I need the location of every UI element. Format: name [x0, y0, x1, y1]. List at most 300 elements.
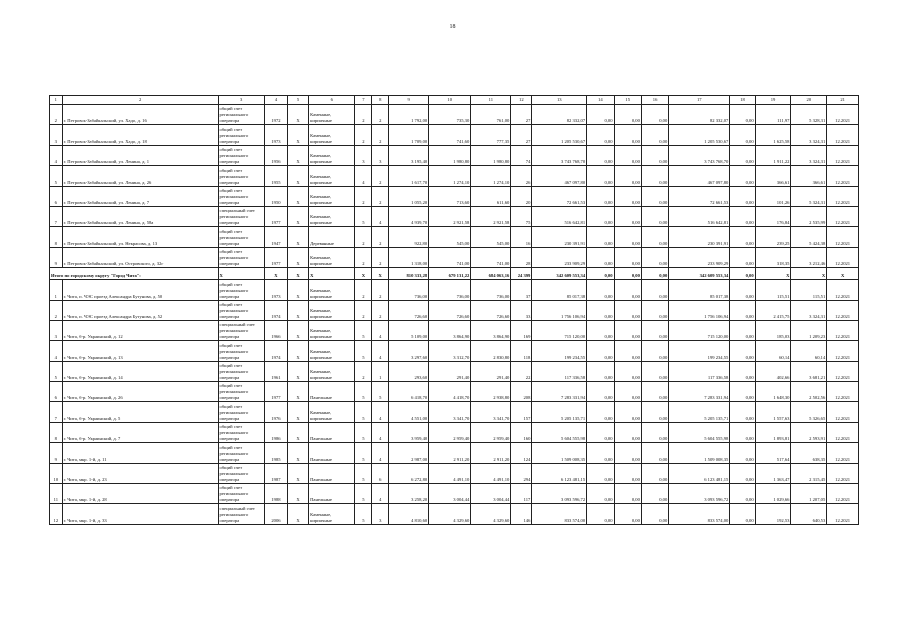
table-cell: 6 123 481,15: [669, 463, 730, 483]
table-cell: 0,00: [730, 341, 755, 361]
table-cell: Х: [288, 484, 309, 504]
table-cell: 1 980,80: [471, 145, 511, 165]
column-number-header: 1: [50, 96, 63, 105]
table-row: [50, 145, 859, 165]
table-cell: 0,00: [730, 268, 755, 280]
table-cell: г. Чита, б-р. Украинский, д. 12: [62, 320, 218, 340]
table-cell: 12.2021: [827, 361, 859, 381]
table-cell: 82 332,07: [532, 105, 587, 125]
table-cell: 761,00: [471, 105, 511, 125]
table-cell: г. Петровск-Забайкальский, ул. Ленина, д. 26: [62, 166, 218, 186]
table-cell: 5 328,31: [791, 105, 827, 125]
table-cell: 12.2021: [827, 166, 859, 186]
table-cell: Каменные, кирпичные: [309, 361, 355, 381]
table-cell: 0,00: [641, 300, 668, 320]
column-number-header: 13: [532, 96, 587, 105]
table-cell: 0,00: [641, 320, 668, 340]
table-cell: 1985: [264, 443, 287, 463]
table-cell: 5 205 135,71: [669, 402, 730, 422]
table-cell: 0,00: [641, 484, 668, 504]
table-cell: 3 324,31: [791, 300, 827, 320]
page-number: 18: [449, 24, 456, 30]
table-cell: Х: [288, 402, 309, 422]
column-number-header: 17: [669, 96, 730, 105]
column-number-header: 12: [511, 96, 532, 105]
table-cell: 1977: [264, 382, 287, 402]
table-cell: 2: [372, 105, 389, 125]
table-cell: 2 911,20: [429, 443, 471, 463]
table-cell: 0,00: [614, 341, 641, 361]
table-cell: г. Чита, б-р. Украинский, д. 7: [62, 422, 218, 442]
table-cell: 1 911,22: [755, 145, 791, 165]
table-cell: 0,00: [587, 125, 614, 145]
table-cell: 7: [50, 402, 63, 422]
table-row: [50, 382, 859, 402]
table-cell: Каменные, кирпичные: [309, 166, 355, 186]
table-cell: Х: [791, 268, 827, 280]
table-cell: 1 209,23: [791, 320, 827, 340]
table-cell: 0,00: [614, 300, 641, 320]
table-cell: 12.2021: [827, 300, 859, 320]
table-cell: 1 509 008,35: [669, 443, 730, 463]
table-cell: 208: [511, 382, 532, 402]
table-row: [50, 504, 859, 524]
table-cell: 1973: [264, 280, 287, 300]
table-cell: 0,00: [614, 402, 641, 422]
table-cell: 0,00: [614, 382, 641, 402]
column-number-header: 2: [62, 96, 218, 105]
table-cell: Х: [755, 268, 791, 280]
table-cell: общий счет регионального оператора: [218, 166, 264, 186]
table-cell: 5: [50, 361, 63, 381]
table-cell: Панельные: [309, 382, 355, 402]
table-cell: 715 120,00: [532, 320, 587, 340]
table-cell: 0,00: [587, 361, 614, 381]
table-cell: г. Петровск-Забайкальский, ул. Некрасова, д. 13: [62, 227, 218, 247]
table-row: [50, 186, 859, 206]
table-cell: 679 131,22: [429, 268, 471, 280]
column-number-header: 20: [791, 96, 827, 105]
table-cell: 176,84: [755, 206, 791, 226]
table-cell: 2006: [264, 504, 287, 524]
table-cell: Х: [288, 280, 309, 300]
table-cell: 0,00: [587, 206, 614, 226]
table-cell: 230 391,91: [669, 227, 730, 247]
table-cell: Х: [288, 206, 309, 226]
table-cell: 0,00: [614, 280, 641, 300]
table-cell: 4: [372, 422, 389, 442]
table-cell: 0,00: [614, 443, 641, 463]
table-cell: 318,35: [755, 247, 791, 267]
table-cell: 545,00: [471, 227, 511, 247]
table-cell: 0,00: [614, 484, 641, 504]
table-row: [50, 300, 859, 320]
table-cell: 6: [372, 463, 389, 483]
table-row: [50, 341, 859, 361]
table-cell: 0,00: [730, 402, 755, 422]
table-cell: 101,26: [755, 186, 791, 206]
table-cell: 8: [50, 227, 63, 247]
column-number-header: 16: [641, 96, 668, 105]
column-number-header: 7: [355, 96, 372, 105]
total-label: Итого по городскому округу "Город Чита":: [50, 268, 219, 280]
table-cell: 2: [372, 300, 389, 320]
table-cell: 611,60: [471, 186, 511, 206]
table-cell: 28: [511, 247, 532, 267]
table-cell: 0,00: [730, 443, 755, 463]
table-cell: Деревянные: [309, 227, 355, 247]
table-cell: Х: [218, 268, 264, 280]
table-cell: 4: [50, 145, 63, 165]
table-cell: 1 205 530,67: [532, 125, 587, 145]
table-cell: 2: [372, 280, 389, 300]
table-cell: 1947: [264, 227, 287, 247]
table-cell: 0,00: [641, 382, 668, 402]
table-cell: 2 921,58: [429, 206, 471, 226]
table-cell: 0,00: [614, 504, 641, 524]
table-row: [50, 422, 859, 442]
table-cell: 293,60: [389, 361, 429, 381]
table-cell: 1987: [264, 463, 287, 483]
table-cell: 0,00: [614, 227, 641, 247]
table-cell: 2 830,80: [471, 341, 511, 361]
table-cell: 16: [511, 227, 532, 247]
column-number-header: 15: [614, 96, 641, 105]
table-cell: 12.2021: [827, 484, 859, 504]
table-cell: 1 274,10: [429, 166, 471, 186]
table-cell: общий счет регионального оператора: [218, 402, 264, 422]
table-cell: 2: [355, 105, 372, 125]
table-cell: 736,00: [471, 280, 511, 300]
table-cell: 1966: [264, 320, 287, 340]
table-cell: 33: [511, 300, 532, 320]
table-cell: 4: [372, 206, 389, 226]
table-cell: общий счет регионального оператора: [218, 422, 264, 442]
table-cell: 715 120,00: [669, 320, 730, 340]
table-cell: 5 604 555,98: [669, 422, 730, 442]
column-number-header: 11: [471, 96, 511, 105]
table-cell: 3: [372, 145, 389, 165]
table-row: [50, 166, 859, 186]
table-row: [50, 247, 859, 267]
table-cell: 1: [50, 280, 63, 300]
table-cell: 1986: [264, 422, 287, 442]
table-cell: 0,00: [587, 227, 614, 247]
table-cell: Х: [288, 145, 309, 165]
table-cell: 3 743 768,70: [532, 145, 587, 165]
table-cell: общий счет регионального оператора: [218, 280, 264, 300]
table-cell: 741,00: [471, 247, 511, 267]
table-cell: 0,00: [730, 206, 755, 226]
table-cell: 0,00: [641, 361, 668, 381]
column-number-header: 21: [827, 96, 859, 105]
table-cell: 833 574,00: [669, 504, 730, 524]
table-cell: 5: [355, 463, 372, 483]
table-cell: Х: [355, 268, 372, 280]
table-cell: 0,00: [614, 320, 641, 340]
table-cell: г. Петровск-Забайкальский, ул. Островского, д. 32г: [62, 247, 218, 267]
table-cell: 0,00: [641, 247, 668, 267]
table-cell: 12.2021: [827, 341, 859, 361]
table-cell: общий счет регионального оператора: [218, 105, 264, 125]
column-number-header: 18: [730, 96, 755, 105]
table-cell: 6 272,80: [389, 463, 429, 483]
table-cell: 230 391,91: [532, 227, 587, 247]
table-cell: Каменные, кирпичные: [309, 105, 355, 125]
table-cell: 1972: [264, 105, 287, 125]
table-cell: 12.2021: [827, 463, 859, 483]
table-cell: 684 063,16: [471, 268, 511, 280]
table-cell: 1 792,00: [389, 105, 429, 125]
table-cell: 0,00: [641, 402, 668, 422]
table-cell: 85 017,38: [532, 280, 587, 300]
table-cell: 2 415,75: [755, 300, 791, 320]
table-cell: 111,97: [755, 105, 791, 125]
table-cell: 82 332,07: [669, 105, 730, 125]
table-cell: 833 574,00: [532, 504, 587, 524]
table-cell: 291,40: [471, 361, 511, 381]
table-cell: 517,64: [755, 443, 791, 463]
table-cell: 0,00: [730, 361, 755, 381]
table-cell: 0,00: [641, 206, 668, 226]
table-cell: 2: [355, 361, 372, 381]
table-cell: 0,00: [587, 382, 614, 402]
table-cell: 12.2021: [827, 247, 859, 267]
table-cell: 726,60: [389, 300, 429, 320]
table-cell: 12.2021: [827, 227, 859, 247]
table-cell: 199 234,55: [669, 341, 730, 361]
table-cell: Х: [288, 361, 309, 381]
table-cell: 12.2021: [827, 125, 859, 145]
table-cell: 0,00: [730, 166, 755, 186]
table-cell: 0,00: [641, 227, 668, 247]
table-cell: 0,00: [614, 463, 641, 483]
table-cell: 169: [511, 320, 532, 340]
table-cell: 0,00: [641, 166, 668, 186]
table-cell: 726,60: [429, 300, 471, 320]
table-cell: 9: [50, 443, 63, 463]
table-cell: общий счет регионального оператора: [218, 125, 264, 145]
table-cell: 0,00: [641, 125, 668, 145]
table-cell: 0,00: [730, 382, 755, 402]
table-cell: 12.2021: [827, 145, 859, 165]
table-cell: г. Петровск-Забайкальский, ул. Ленина, д. 7: [62, 186, 218, 206]
table-cell: 366,61: [755, 166, 791, 186]
column-number-header: 3: [218, 96, 264, 105]
table-cell: 3 341,70: [471, 402, 511, 422]
table-cell: 0,00: [641, 186, 668, 206]
table-cell: 402,66: [755, 361, 791, 381]
table-cell: 4: [50, 341, 63, 361]
table-cell: 117 336,58: [532, 361, 587, 381]
table-row: [50, 105, 859, 125]
table-cell: 0,00: [587, 463, 614, 483]
table-cell: 12: [50, 504, 63, 524]
table-cell: 192,53: [755, 504, 791, 524]
table-cell: 37: [511, 280, 532, 300]
table-cell: 0,00: [730, 320, 755, 340]
table-cell: 0,00: [641, 422, 668, 442]
table-cell: г. Петровск-Забайкальский, ул. Ленина, д. 58а: [62, 206, 218, 226]
table-cell: Х: [264, 268, 287, 280]
table-cell: Панельные: [309, 484, 355, 504]
table-cell: 0,00: [587, 166, 614, 186]
table-cell: общий счет регионального оператора: [218, 382, 264, 402]
table-cell: общий счет регионального оператора: [218, 300, 264, 320]
table-cell: Х: [288, 320, 309, 340]
column-number-header: 4: [264, 96, 287, 105]
table-cell: 3 312,70: [429, 341, 471, 361]
table-cell: 115,51: [791, 280, 827, 300]
table-cell: 1956: [264, 145, 287, 165]
table-cell: 75: [511, 206, 532, 226]
table-cell: 5: [355, 206, 372, 226]
table-cell: 638,35: [791, 443, 827, 463]
table-cell: 0,00: [614, 186, 641, 206]
table-cell: 233 909,29: [669, 247, 730, 267]
table-cell: 1976: [264, 402, 287, 422]
table-cell: Каменные, кирпичные: [309, 206, 355, 226]
table-cell: 4 491,10: [429, 463, 471, 483]
table-cell: 0,00: [614, 105, 641, 125]
table-cell: 2: [372, 247, 389, 267]
table-cell: 3 341,70: [429, 402, 471, 422]
table-cell: 8: [50, 422, 63, 442]
table-cell: 2: [355, 227, 372, 247]
table-cell: 0,00: [587, 145, 614, 165]
table-cell: 0,00: [730, 463, 755, 483]
table-cell: 0,00: [587, 484, 614, 504]
table-cell: 185,03: [755, 320, 791, 340]
table-cell: Х: [288, 382, 309, 402]
table-cell: специальный счет регионального оператора: [218, 320, 264, 340]
table-cell: г. Петровск-Забайкальский, ул. Хадо, д. 16: [62, 105, 218, 125]
table-cell: 0,00: [614, 206, 641, 226]
table-cell: Панельные: [309, 422, 355, 442]
table-cell: 1 029,66: [755, 484, 791, 504]
table-cell: 5: [355, 504, 372, 524]
table-cell: 5: [355, 484, 372, 504]
table-cell: 0,00: [614, 145, 641, 165]
table-cell: 1 207,05: [791, 484, 827, 504]
table-cell: общий счет регионального оператора: [218, 247, 264, 267]
table-cell: 2 502,56: [791, 382, 827, 402]
table-cell: 0,00: [587, 422, 614, 442]
table-cell: 3: [50, 125, 63, 145]
table-cell: 0,00: [641, 268, 668, 280]
table-cell: 146: [511, 504, 532, 524]
table-cell: Каменные, кирпичные: [309, 186, 355, 206]
table-cell: 6 123 481,15: [532, 463, 587, 483]
table-cell: 777,35: [471, 125, 511, 145]
table-cell: 1 318,00: [389, 247, 429, 267]
table-cell: г. Чита, мкр. 1-й, д. 23: [62, 463, 218, 483]
table-cell: Х: [288, 504, 309, 524]
table-cell: 2: [355, 280, 372, 300]
table-cell: 291,40: [429, 361, 471, 381]
table-cell: 342 609 553,34: [532, 268, 587, 280]
table-cell: 12.2021: [827, 443, 859, 463]
table-cell: 2 987,00: [389, 443, 429, 463]
table-cell: 0,00: [641, 145, 668, 165]
table-cell: 2: [355, 125, 372, 145]
table-cell: Каменные, кирпичные: [309, 125, 355, 145]
table-cell: специальный счет регионального оператора: [218, 504, 264, 524]
table-cell: 3 681,21: [791, 361, 827, 381]
table-row: [50, 227, 859, 247]
table-cell: г. Чита, б-р. Украинский, д. 14: [62, 361, 218, 381]
table-cell: 2 959,40: [429, 422, 471, 442]
table-cell: 10: [50, 463, 63, 483]
table-cell: 117 336,58: [669, 361, 730, 381]
table-cell: 60,14: [755, 341, 791, 361]
table-cell: 118: [511, 341, 532, 361]
table-cell: общий счет регионального оператора: [218, 145, 264, 165]
table-cell: 0,00: [730, 105, 755, 125]
table-cell: 0,00: [587, 504, 614, 524]
table-cell: Каменные, кирпичные: [309, 320, 355, 340]
table-cell: 3: [355, 145, 372, 165]
table-cell: Х: [288, 463, 309, 483]
table-cell: 6 418,70: [389, 382, 429, 402]
table-cell: 72 661,53: [669, 186, 730, 206]
table-cell: 0,00: [641, 280, 668, 300]
table-cell: 4 491,10: [471, 463, 511, 483]
table-cell: 24 399: [511, 268, 532, 280]
table-cell: Каменные, кирпичные: [309, 247, 355, 267]
table-cell: 1 205 530,67: [669, 125, 730, 145]
table-cell: 11: [50, 484, 63, 504]
table-cell: Каменные, кирпичные: [309, 145, 355, 165]
table-cell: 640,53: [791, 504, 827, 524]
column-number-header: 9: [389, 96, 429, 105]
table-cell: 2 938,80: [471, 382, 511, 402]
table-cell: 0,00: [587, 268, 614, 280]
table-cell: 4: [372, 484, 389, 504]
table-cell: 741,60: [429, 125, 471, 145]
table-row: [50, 206, 859, 226]
table-cell: 0,00: [587, 247, 614, 267]
table-cell: 1 980,80: [429, 145, 471, 165]
table-cell: Х: [827, 268, 859, 280]
table-cell: 0,00: [587, 280, 614, 300]
table-cell: 2 535,99: [791, 206, 827, 226]
table-cell: 12.2021: [827, 422, 859, 442]
table-cell: г. Петровск-Забайкальский, ул. Ленина, д. 1: [62, 145, 218, 165]
table-cell: 12.2021: [827, 280, 859, 300]
table-cell: г. Чита, п. ЧЭС проезд Александра Бутунова, д. 50: [62, 280, 218, 300]
table-cell: 4: [372, 341, 389, 361]
table-cell: 5 324,31: [791, 186, 827, 206]
table-cell: 3 004,44: [471, 484, 511, 504]
table-cell: 5 604 555,98: [532, 422, 587, 442]
table-cell: общий счет регионального оператора: [218, 484, 264, 504]
table-cell: 3 297,60: [389, 341, 429, 361]
table-cell: 0,00: [730, 504, 755, 524]
table-cell: 0,00: [614, 268, 641, 280]
table-cell: Х: [288, 300, 309, 320]
table-cell: 7 283 331,94: [669, 382, 730, 402]
table-cell: 20: [511, 186, 532, 206]
table-cell: 5: [355, 422, 372, 442]
table-cell: 1977: [264, 206, 287, 226]
table-cell: 124: [511, 443, 532, 463]
table-cell: 2: [355, 247, 372, 267]
table-cell: 810 333,28: [389, 268, 429, 280]
table-cell: Х: [288, 247, 309, 267]
table-cell: 0,00: [587, 300, 614, 320]
table-cell: 199 234,55: [532, 341, 587, 361]
